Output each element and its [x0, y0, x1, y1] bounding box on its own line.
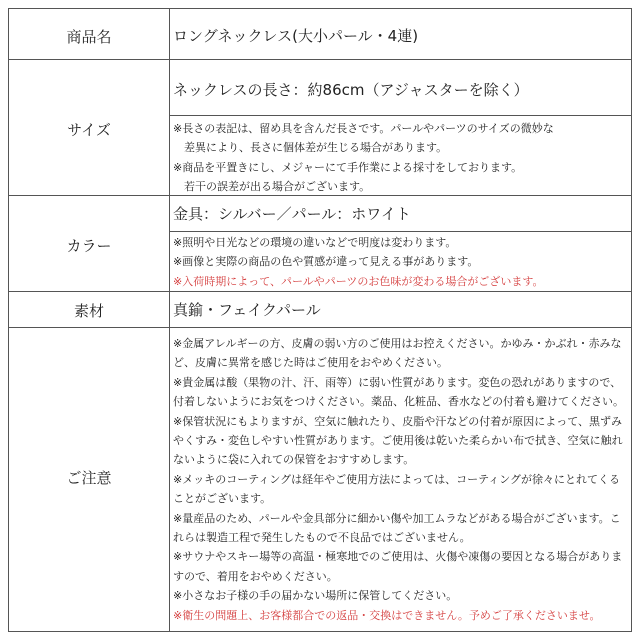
note-item-warning: ※衛生の問題上、お客様都合での返品・交換はできません。予めご了承くださいませ。	[173, 608, 601, 622]
row-divider	[9, 59, 631, 60]
sub-divider	[169, 231, 631, 232]
row-divider	[9, 327, 631, 328]
color-label: カラー	[66, 237, 112, 255]
sub-divider	[169, 115, 631, 116]
note-item: ※長さの表記は、留め具を含んだ長さです。パールやパーツのサイズの微妙な	[173, 122, 554, 135]
note-item: ※商品を平置きにし、メジャーにて手作業による採寸をしております。	[173, 160, 523, 174]
note-item: ※貴金属は酸（果物の汁、汗、雨等）に弱い性質があります。変色の恐れがありますので、付着しないようにお気をつけください。薬品、化粧品、香水などの付着も避けてください。	[173, 375, 624, 409]
note-item-warning: ※入荷時期によって、パールやパーツのお色味が変わる場合がございます。	[173, 274, 544, 288]
note-item: ※量産品のため、パールや金具部分に細かい傷や加工ムラなどがある場合がございます。これらは製造工程で発生したもので不良品ではございません。	[173, 511, 621, 545]
note-item: ※保管状況にもよりますが、空気に触れたり、皮脂や汗などの付着が原因によって、黒ずみやくすみ・変色しやすい性質があります。ご使用後は乾いた柔らかい布で拭き、空気に触れないように袋に入れての保管をおすすめします。	[173, 414, 623, 467]
product-name-label: 商品名	[66, 28, 112, 46]
note-item: ※メッキのコーティングは経年やご使用方法によっては、コーティングが徐々にとれてくることがございます。	[173, 472, 621, 506]
size-value: ネックレスの長さ：約86cm（アジャスターを除く）	[173, 81, 529, 99]
note-item: ※金属アレルギーの方、皮膚の弱い方のご使用はお控えください。かゆみ・かぶれ・赤みなど、皮膚に異常を感じた時はご使用をおやめください。	[173, 337, 622, 370]
product-name-value: ロングネックレス(大小パール・4連)	[173, 27, 419, 45]
size-label: サイズ	[67, 121, 111, 139]
column-divider	[169, 9, 170, 631]
note-item: ※小さなお子様の手の届かない場所に保管してください。	[173, 589, 458, 603]
product-spec-table	[8, 8, 632, 632]
color-value: 金具：シルバー／パール：ホワイト	[173, 205, 411, 223]
color-notes	[173, 233, 625, 291]
material-value: 真鍮・フェイクパール	[173, 301, 321, 319]
note-item: ※画像と実際の商品の色や質感が違って見える事があります。	[173, 255, 479, 269]
note-item: 差異により、長さに個体差が生じる場合があります。	[184, 141, 448, 155]
note-item: 若干の誤差が出る場合がございます。	[184, 180, 371, 194]
note-item: ※照明や日光などの環境の違いなどで明度は変わります。	[173, 236, 457, 249]
size-notes	[173, 119, 625, 197]
caution-label: ご注意	[66, 469, 112, 487]
material-label: 素材	[73, 302, 104, 320]
caution-notes	[173, 334, 625, 625]
note-item: ※サウナやスキー場等の高温・極寒地でのご使用は、火傷や凍傷の要因となる場合がありますので、着用をおやめください。	[173, 550, 623, 583]
